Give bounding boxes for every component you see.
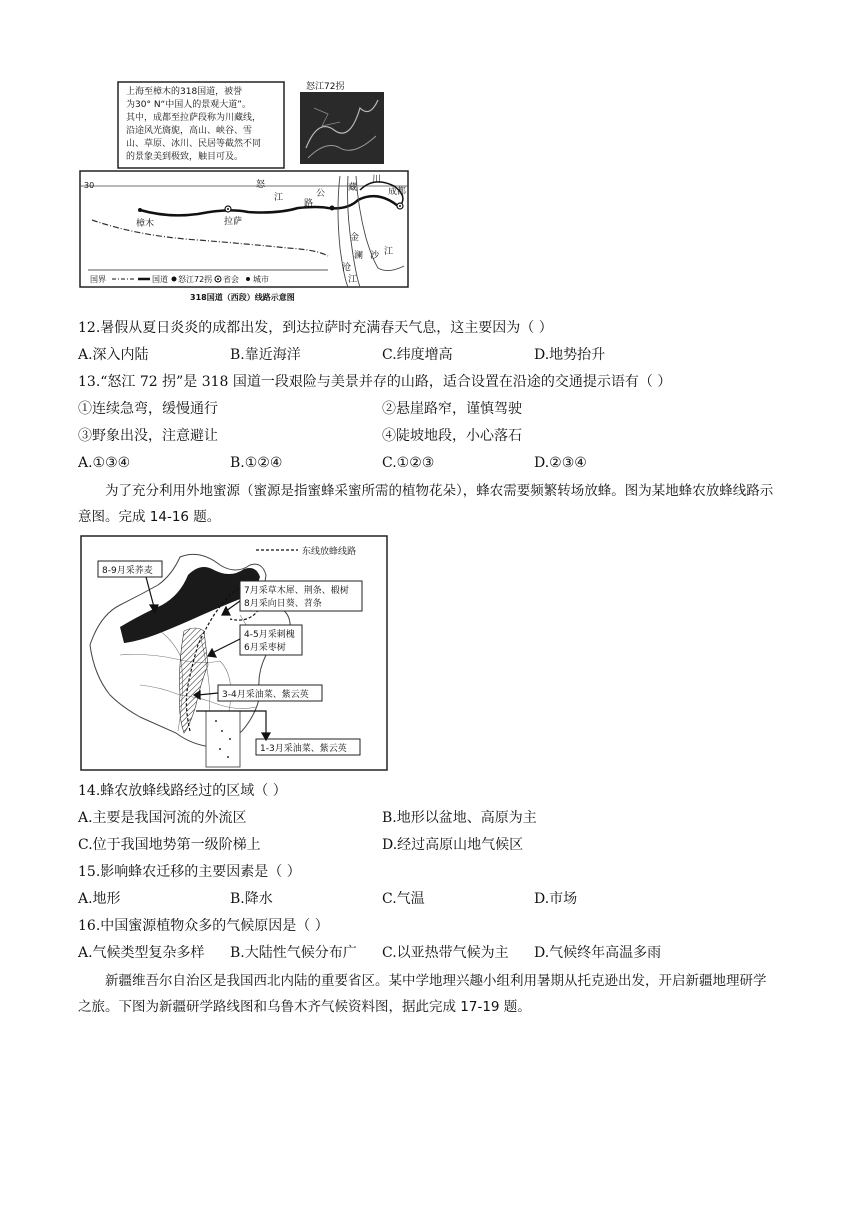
map-318-road	[78, 78, 424, 304]
q16-option-a[interactable]: A.气候类型复杂多样	[78, 945, 205, 961]
q14-option-a[interactable]: A.主要是我国河流的外流区	[78, 810, 247, 826]
q14-option-b[interactable]: B.地形以盆地、高原为主	[382, 810, 537, 826]
label-zhangmu: 樟木	[136, 219, 155, 229]
svg-text:怒: 怒	[256, 180, 266, 190]
q14-option-c[interactable]: C.位于我国地势第一级阶梯上	[78, 837, 261, 853]
q13-item-4: ④陡坡地段，小心落石	[382, 428, 522, 444]
bee-label-5: 3-4月采油菜、紫云英	[222, 690, 309, 700]
q15-option-b[interactable]: B.降水	[230, 891, 273, 907]
svg-text:上海至樟木的318国道，被誉: 上海至樟木的318国道，被誉	[126, 87, 243, 97]
svg-text:澜: 澜	[354, 251, 364, 261]
photo-label: 怒江72拐	[306, 82, 345, 92]
bee-label-0: 8-9月采荞麦	[102, 566, 153, 576]
q16-stem: 16.中国蜜源植物众多的气候原因是（ ）	[78, 918, 329, 934]
svg-text:其中，成都至拉萨段称为川藏线，: 其中，成都至拉萨段称为川藏线，	[126, 113, 262, 123]
bee-label-2: 8月采向日葵、苕条	[244, 599, 322, 609]
q13-stem: 13.“怒江 72 拐”是 318 国道一段艰险与美景并存的山路，适合设置在沿途的交通提示语有（ ）	[78, 374, 672, 390]
q12-option-b[interactable]: B.靠近海洋	[230, 347, 301, 363]
svg-text:省会: 省会	[223, 275, 239, 284]
svg-text:为30° N“中国人的景观大道”。: 为30° N“中国人的景观大道”。	[126, 100, 251, 110]
label-chengdu: 成都	[388, 187, 407, 197]
q15-option-a[interactable]: A.地形	[78, 891, 121, 907]
q13-item-1: ①连续急弯，缓慢通行	[78, 401, 218, 417]
svg-text:江: 江	[274, 193, 284, 203]
bee-label-4: 6月采枣树	[244, 643, 286, 653]
q13-option-d[interactable]: D.②③④	[534, 455, 587, 471]
svg-text:怒江72拐: 怒江72拐	[178, 275, 213, 284]
bee-label-1: 7月采草木犀、荆条、椴树	[244, 586, 349, 596]
bee-label-6: 1-3月采油菜、紫云英	[260, 744, 347, 754]
q13-item-3: ③野象出没，注意避让	[78, 428, 218, 444]
svg-text:路: 路	[304, 199, 314, 209]
svg-text:国界: 国界	[90, 275, 106, 284]
q12-option-a[interactable]: A.深入内陆	[78, 347, 149, 363]
svg-text:山、草原、冰川、民居等截然不同: 山、草原、冰川、民居等截然不同	[126, 139, 262, 149]
svg-text:沿途风光旖旎，高山、峡谷、雪: 沿途风光旖旎，高山、峡谷、雪	[126, 126, 253, 136]
intro-xinjiang: 新疆维吾尔自治区是我国西北内陆的重要省区。某中学地理兴趣小组利用暑期从托克逊出发，开启新疆地理研学之旅。下图为新疆研学路线图和乌鲁木齐气候资料图，据此完成 17-19 题。	[78, 973, 767, 1015]
label-lhasa: 拉萨	[224, 217, 243, 227]
svg-text:沙: 沙	[370, 251, 380, 261]
svg-text:江: 江	[384, 247, 394, 257]
q13-option-b[interactable]: B.①②④	[230, 455, 283, 471]
svg-text:国道: 国道	[152, 275, 168, 284]
svg-text:川: 川	[372, 175, 382, 185]
q14-option-d[interactable]: D.经过高原山地气候区	[382, 837, 524, 853]
svg-text:金: 金	[350, 233, 360, 243]
svg-text:江: 江	[348, 275, 358, 285]
svg-text:城市: 城市	[253, 275, 269, 284]
q14-stem: 14.蜂农放蜂线路经过的区域（ ）	[78, 783, 287, 799]
map-bee-route	[80, 535, 390, 773]
q15-stem: 15.影响蜂农迁移的主要因素是（ ）	[78, 864, 301, 880]
q12-stem: 12.暑假从夏日炎炎的成都出发，到达拉萨时充满春天气息，这主要因为（ ）	[78, 320, 553, 336]
q16-option-b[interactable]: B.大陆性气候分布广	[230, 945, 357, 961]
q12-option-d[interactable]: D.地势抬升	[534, 347, 606, 363]
q16-option-d[interactable]: D.气候终年高温多雨	[534, 945, 662, 961]
q15-option-c[interactable]: C.气温	[382, 891, 425, 907]
q12-option-c[interactable]: C.纬度增高	[382, 347, 453, 363]
map318-caption: 318国道（西段）线路示意图	[190, 293, 295, 302]
svg-text:30: 30	[84, 181, 95, 190]
q13-option-c[interactable]: C.①②③	[382, 455, 435, 471]
q13-item-2: ②悬崖路窄，谨慎驾驶	[382, 401, 522, 417]
bee-label-3: 4-5月采刺槐	[244, 630, 295, 640]
map318-legend	[90, 274, 269, 284]
q15-option-d[interactable]: D.市场	[534, 891, 578, 907]
svg-text:公: 公	[316, 189, 326, 199]
intro-bee: 为了充分利用外地蜜源（蜜源是指蜜蜂采蜜所需的植物花朵），蜂农需要频繁转场放蜂。图为某地蜂农放蜂线路示意图。完成 14-16 题。	[78, 483, 774, 525]
svg-text:藏: 藏	[348, 183, 358, 193]
svg-text:沧: 沧	[342, 263, 352, 273]
q16-option-c[interactable]: C.以亚热带气候为主	[382, 945, 509, 961]
q13-option-a[interactable]: A.①③④	[78, 455, 131, 471]
svg-text:的景象美到极致，触目可及。: 的景象美到极致，触目可及。	[126, 152, 244, 162]
svg-text:东线放蜂线路: 东线放蜂线路	[302, 547, 357, 557]
